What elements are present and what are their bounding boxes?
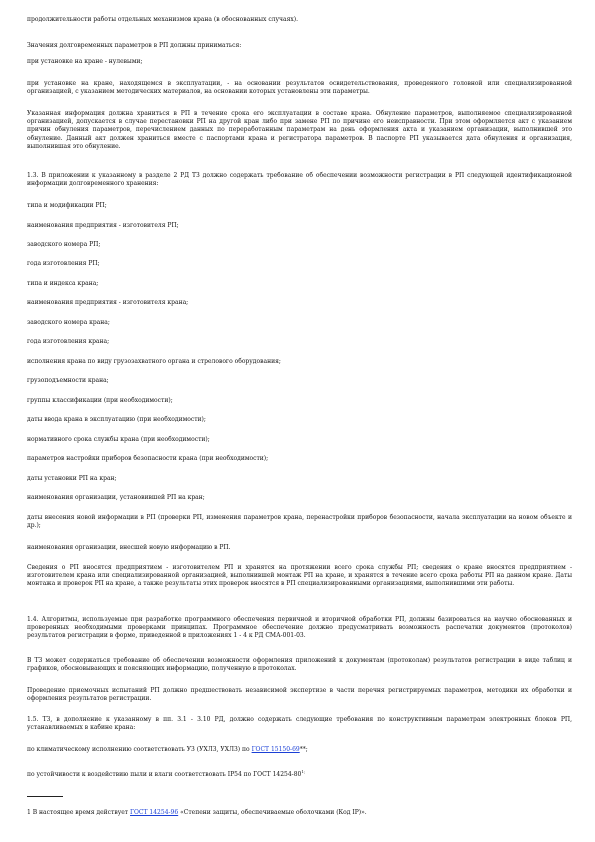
- paragraph: наименования организации, внесшей новую информацию в РП.: [27, 544, 231, 551]
- footnote: [27, 809, 572, 817]
- paragraph: 1.3. В приложении к указанному в разделе 2 РД ТЗ должно содержать требование об обеспечении возможности регистрации в РП следующей идентификационной информации долговременного хранения:: [27, 172, 572, 188]
- paragraph: при установке на кране, находящемся в эксплуатации, - на основании результатов освидетельствования, проведенного головной или специализированной организацией, с указанием методических материалов, на основании которых установлены эти параметры.: [27, 80, 572, 96]
- paragraph: при установке на кране - нулевыми;: [27, 58, 143, 65]
- paragraph: даты установки РП на кран;: [27, 475, 117, 482]
- paragraph: заводского номера крана;: [27, 319, 110, 326]
- gost-15150-link[interactable]: ГОСТ 15150-69: [251, 746, 300, 753]
- paragraph: типа и модификации РП;: [27, 202, 107, 209]
- paragraph: даты внесения новой информации в РП (проверки РП, изменения параметров крана, перенастройки приборов безопасности, начала эксплуатации на новом объекте и др.);: [27, 514, 572, 530]
- paragraph-text: по климатическому исполнению соответствовать У3 (УХЛ3, УХЛ3) по: [27, 746, 252, 753]
- footnote-divider: [27, 796, 63, 797]
- paragraph-text: по устойчивости к воздействию пыли и влаги соответствовать IP54 по ГОСТ 14254-80: [27, 771, 302, 778]
- paragraph: Проведение приемочных испытаний РП должно предшествовать независимой экспертизе в части перечня регистрируемых параметров, методики их обработки и оформления результатов регистрации.: [27, 687, 572, 703]
- paragraph: 1.4. Алгоритмы, используемые при разработке программного обеспечения первичной и вторичной обработки РП, должны базироваться на научно обоснованных и проверенных необходимыми проверками принципах. Программное обеспечение должно предусматривать возможность распечатки документов (протоколов) результатов регистрации в форме, приведенной в приложениях 1 - 4 к РД СМА-001-03.: [27, 616, 572, 640]
- paragraph: наименования предприятия - изготовителя крана;: [27, 299, 189, 306]
- paragraph: заводского номера РП;: [27, 241, 101, 248]
- paragraph: наименования организации, установившей РП на кран;: [27, 494, 205, 501]
- paragraph: типа и индекса крана;: [27, 280, 99, 287]
- footnote-text: 1 В настоящее время действует: [27, 809, 131, 816]
- paragraph: продолжительности работы отдельных механизмов крана (в обоснованных случаях).: [27, 16, 298, 23]
- paragraph: нормативного срока службы крана (при необходимости);: [27, 436, 210, 443]
- paragraph: В ТЗ может содержаться требование об обеспечении возможности оформления приложений к документам (протоколам) результатов регистрации в виде таблиц и графиков, обосновывающих и поясняющих информацию, полученную в протоколах.: [27, 657, 572, 673]
- paragraph: Указанная информация должна храниться в РП в течение срока его эксплуатации в составе крана. Обнуление параметров, выполняемое специализированной организацией, допускается в случае перестановки РП на другой кран либо при замене РП по причине его неисправности. При этом оформляется акт с указанием причин обнуления параметров, перечислением данных по переработанным параметрам на день оформления акта и указанием организации, выполнившей это обнуление. Данный акт должен храниться вместе с паспортами крана и регистратора параметров. В паспорте РП указывается дата обнуления и организация, выполнившая это обнуление.: [27, 110, 572, 150]
- paragraph: Значения долговременных параметров в РП должны приниматься:: [27, 42, 242, 49]
- paragraph: Сведения о РП вносятся предприятием - изготовителем РП и хранятся на протяжении всего срока службы РП; сведения о кране вносятся предприятием - изготовителем крана или специализированной организацией, выполнившей монтаж РП на кране, и хранятся в течение всего срока работы РП на данном кране. Даты монтажа и проверок РП на кране, а также результаты этих проверок вносятся в РП специализированными организациями, выполнившими эти работы.: [27, 564, 572, 588]
- paragraph: наименования предприятия - изготовителя РП;: [27, 222, 179, 229]
- footnote-suffix: «Степени защиты, обеспечиваемые оболочками (Код IP)».: [178, 809, 367, 816]
- footnote-ref: 1;: [301, 769, 306, 774]
- paragraph: параметров настройки приборов безопасности крана (при необходимости);: [27, 455, 269, 462]
- paragraph: года изготовления крана;: [27, 338, 110, 345]
- paragraph: 1.5. ТЗ, в дополнение к указанному в пп. 3.1 - 3.10 РД, должно содержать следующие требования по конструктивным параметрам электронных блоков РП, устанавливаемых в кабине крана:: [27, 716, 572, 732]
- paragraph: даты ввода крана в эксплуатацию (при необходимости);: [27, 416, 206, 423]
- paragraph: исполнения крана по виду грузозахватного органа и стрелового оборудования;: [27, 358, 281, 365]
- paragraph-climate: [27, 746, 572, 754]
- paragraph: группы классификации (при необходимости);: [27, 397, 173, 404]
- paragraph: года изготовления РП;: [27, 260, 100, 267]
- paragraph-dust: [27, 768, 572, 779]
- paragraph: грузоподъемности крана;: [27, 377, 109, 384]
- paragraph-suffix: **;: [299, 746, 308, 753]
- gost-14254-link[interactable]: ГОСТ 14254-96: [130, 809, 179, 816]
